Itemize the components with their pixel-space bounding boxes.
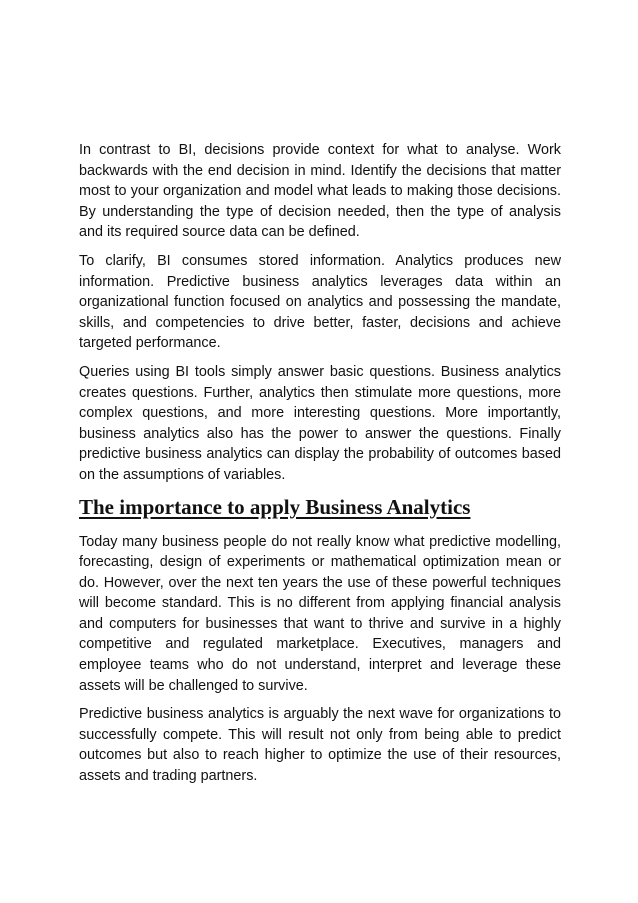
document-body [79,140,561,795]
paragraph-predictive-modelling: Today many business people do not really know what predictive modelling, forecasting, design of experiments or mathematical optimization mean or do. However, over the next ten years the use of these powerful techniques will become standard. This is no different from applying financial analysis and computers for businesses that want to thrive and survive in a highly competitive and regulated marketplace. Executives, managers and employee teams who do not understand, interpret and leverage these assets will be challenged to survive. [79,533,561,694]
paragraph-bi-vs-analytics: To clarify, BI consumes stored information. Analytics produces new information. Predictive business analytics leverages data within an organizational function focused on analytics and possessing the mandate, skills, and competencies to drive better, faster, decisions and achieve targeted performance. [79,252,561,352]
paragraph-bi-decisions: In contrast to BI, decisions provide context for what to analyse. Work backwards with the end decision in mind. Identify the decisions that matter most to your organization and model what leads to making those decisions. By understanding the type of decision needed, then the type of analysis and its required source data can be defined. [79,142,561,241]
paragraph-next-wave: Predictive business analytics is arguably the next wave for organizations to successfully compete. This will result not only from being able to predict outcomes but also to reach higher to optimize the use of their resources, assets and trading partners. [79,706,561,785]
section-heading: The importance to apply Business Analytics [79,494,471,519]
paragraph-queries: Queries using BI tools simply answer basic questions. Business analytics creates questions. Further, analytics then stimulate more questions, more complex questions, and more interesting questions. More importantly, business analytics also has the power to answer the questions. Finally predictive business analytics can display the probability of outcomes based on the assumptions of variables. [79,363,561,483]
